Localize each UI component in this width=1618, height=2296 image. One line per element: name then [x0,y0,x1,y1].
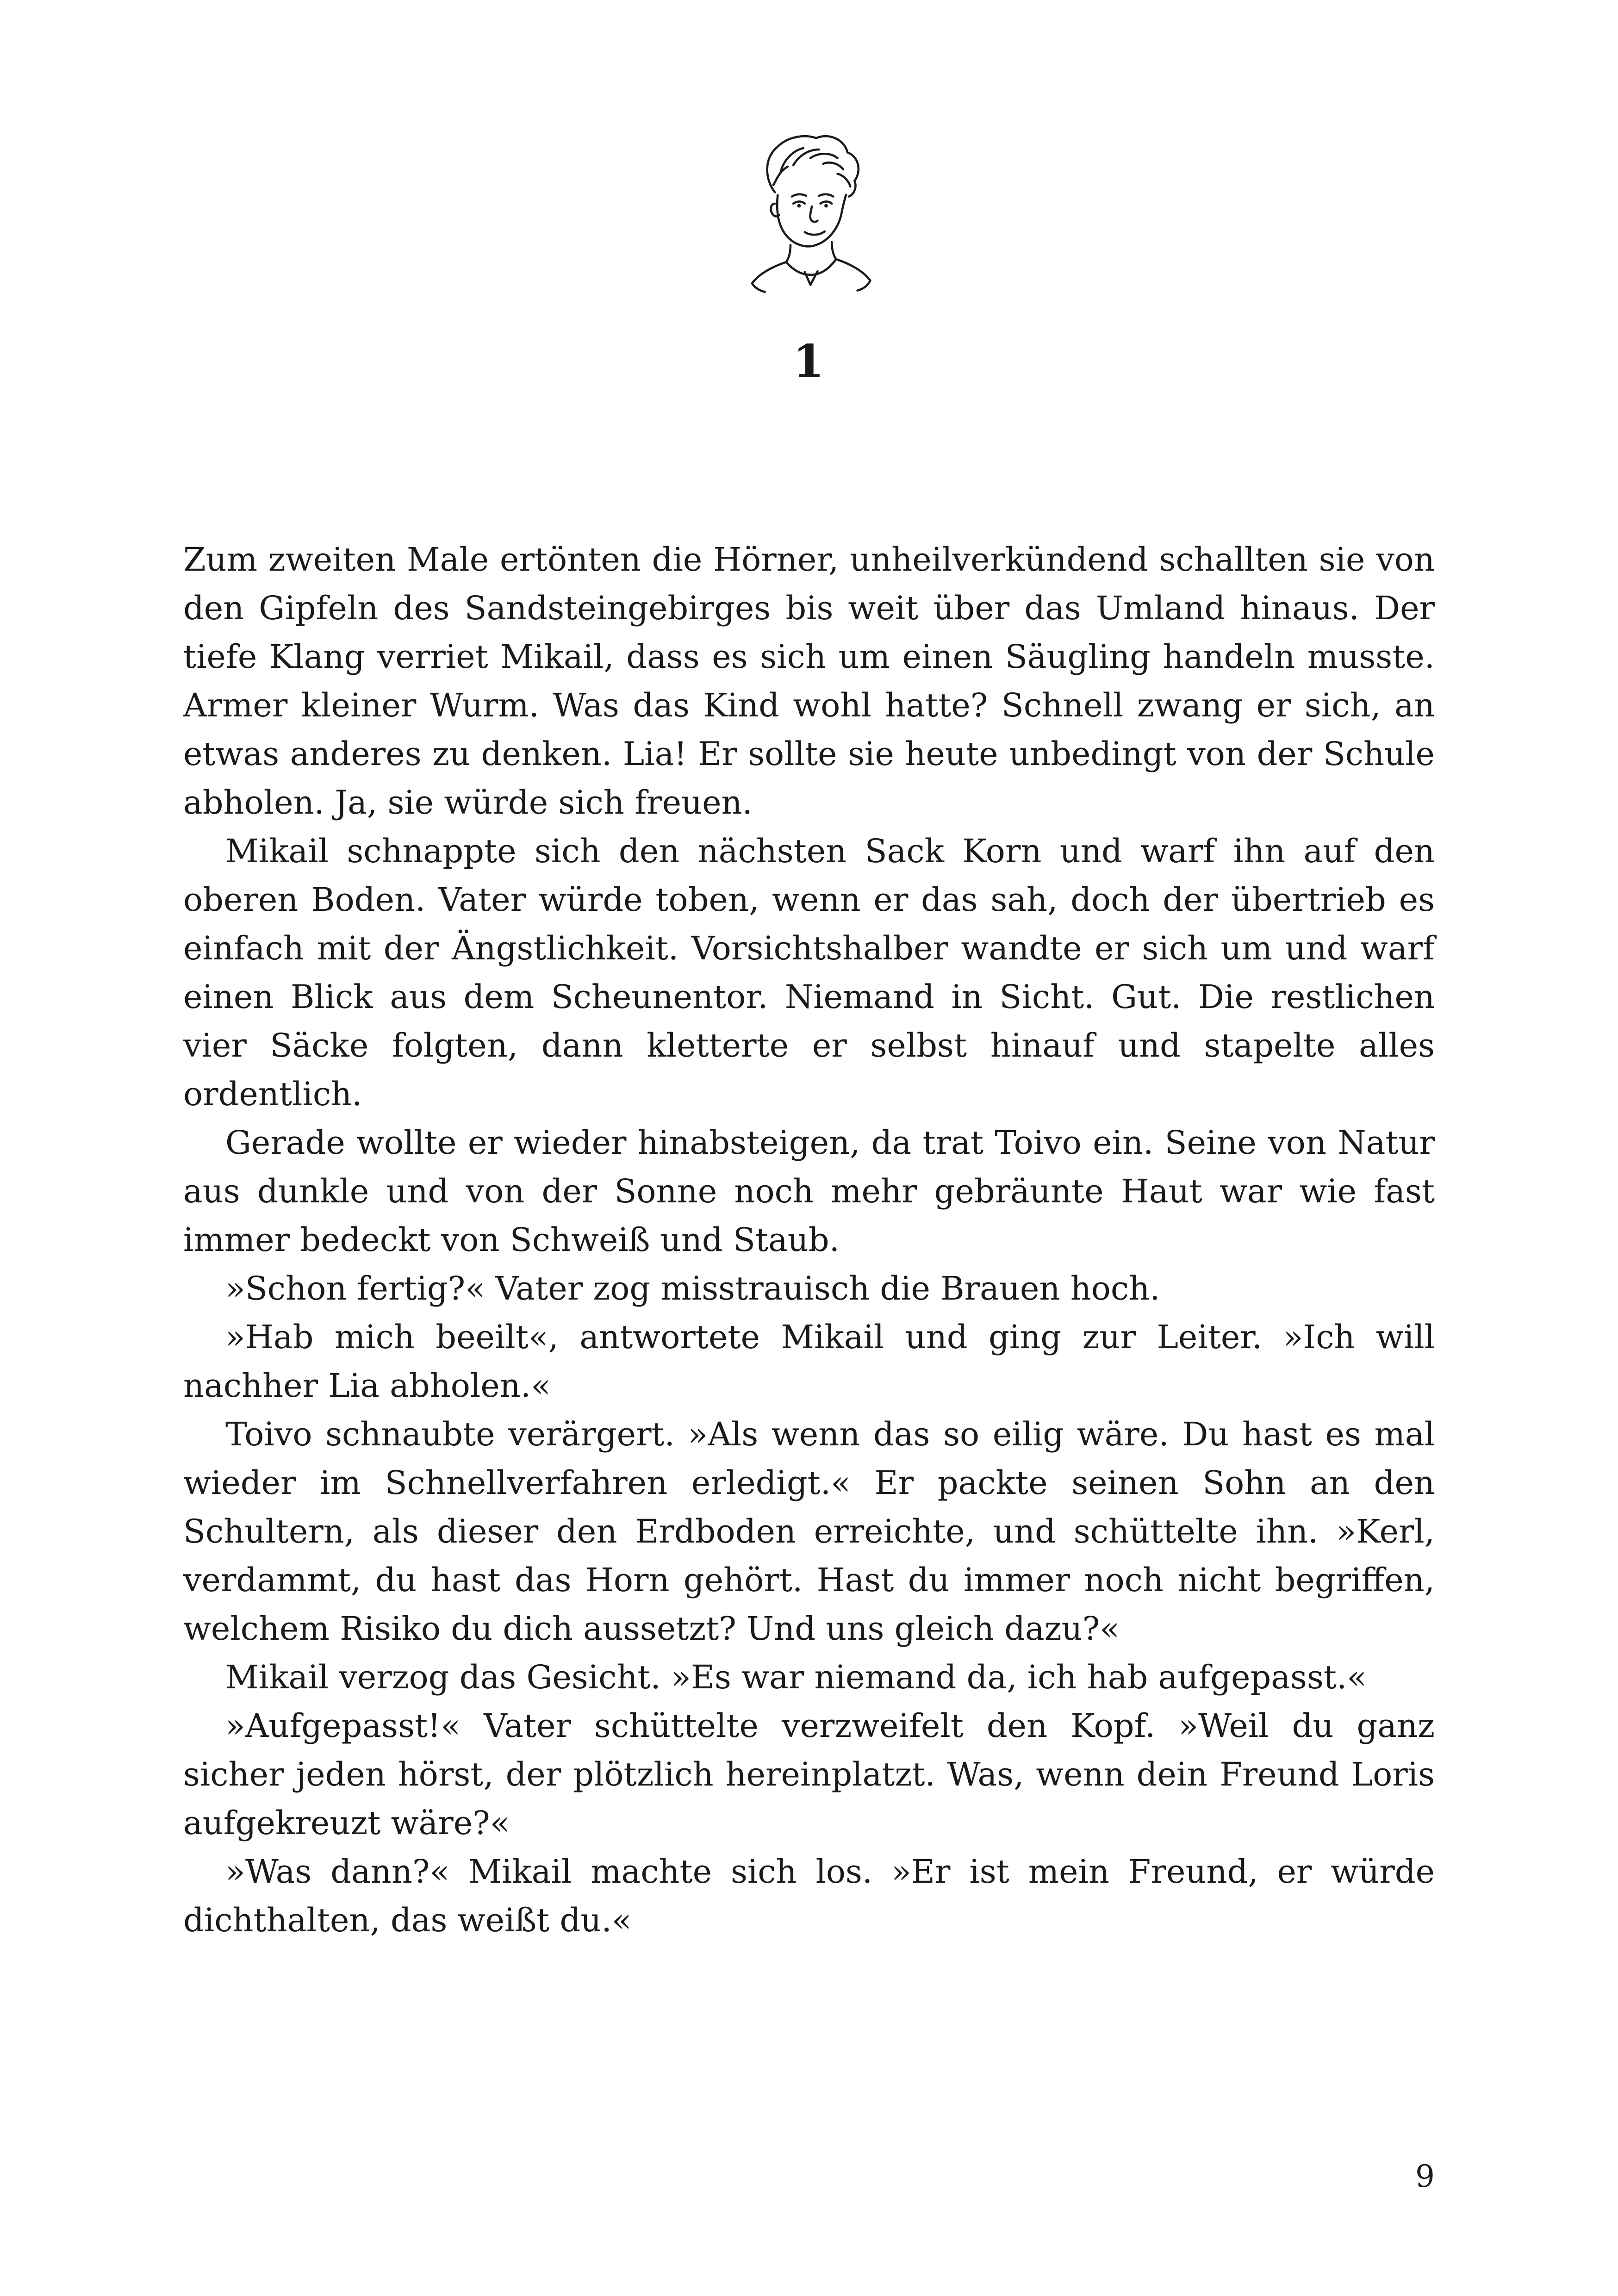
chapter-text [183,535,1435,1945]
paragraph: Mikail schnappte sich den nächsten Sack Korn und warf ihn auf den oberen Boden. Vater würde toben, wenn er das sah, doch der übertrieb es einfach mit der Ängstlichkeit. Vorsichtshalber wandte er sich um und warf einen Blick aus dem Scheunentor. Niemand in Sicht. Gut. Die restlichen vier Säcke folgten, dann kletterte er selbst hinauf und stapelte alles ordentlich. [183,832,1435,1113]
paragraph: »Aufgepasst!« Vater schüttelte verzweifelt den Kopf. »Weil du ganz sicher jeden hörst, der plötzlich hereinplatzt. Was, wenn dein Freund Loris aufgekreuzt wäre?« [183,1707,1435,1842]
page-number: 9 [1415,2159,1435,2194]
paragraph: »Was dann?« Mikail machte sich los. »Er ist mein Freund, er würde dichthalten, das weißt du.« [183,1853,1435,1939]
chapter-illustration [183,130,1435,317]
boy-portrait-sketch-icon [730,130,888,315]
paragraph: Mikail verzog das Gesicht. »Es war niemand da, ich hab aufgepasst.« [225,1658,1367,1696]
paragraph: Zum zweiten Male ertönten die Hörner, unheilverkündend schallten sie von den Gipfeln des Sandsteingebirges bis weit über das Umland hinaus. Der tiefe Klang verriet Mikail, dass es sich um einen Säugling handeln musste. Armer kleiner Wurm. Was das Kind wohl hatte? Schnell zwang er sich, an etwas anderes zu denken. Lia! Er sollte sie heute unbedingt von der Schule abholen. Ja, sie würde sich freuen. [183,541,1435,821]
page-content [0,130,1618,1945]
paragraph: »Hab mich beeilt«, antwortete Mikail und ging zur Leiter. »Ich will nachher Lia abholen.« [183,1318,1435,1405]
paragraph: »Schon fertig?« Vater zog misstrauisch die Brauen hoch. [225,1269,1160,1307]
paragraph: Toivo schnaubte verärgert. »Als wenn das so eilig wäre. Du hast es mal wieder im Schnellverfahren erledigt.« Er packte seinen Sohn an den Schultern, als dieser den Erdboden erreichte, und schüttelte ihn. »Kerl, verdammt, du hast das Horn gehört. Hast du immer noch nicht begriffen, welchem Risiko du dich aussetzt? Und uns gleich dazu?« [183,1415,1435,1648]
chapter-number: 1 [793,335,825,387]
paragraph: Gerade wollte er wieder hinabsteigen, da trat Toivo ein. Seine von Natur aus dunkle und von der Sonne noch mehr gebräunte Haut war wie fast immer bedeckt von Schweiß und Staub. [183,1124,1435,1259]
